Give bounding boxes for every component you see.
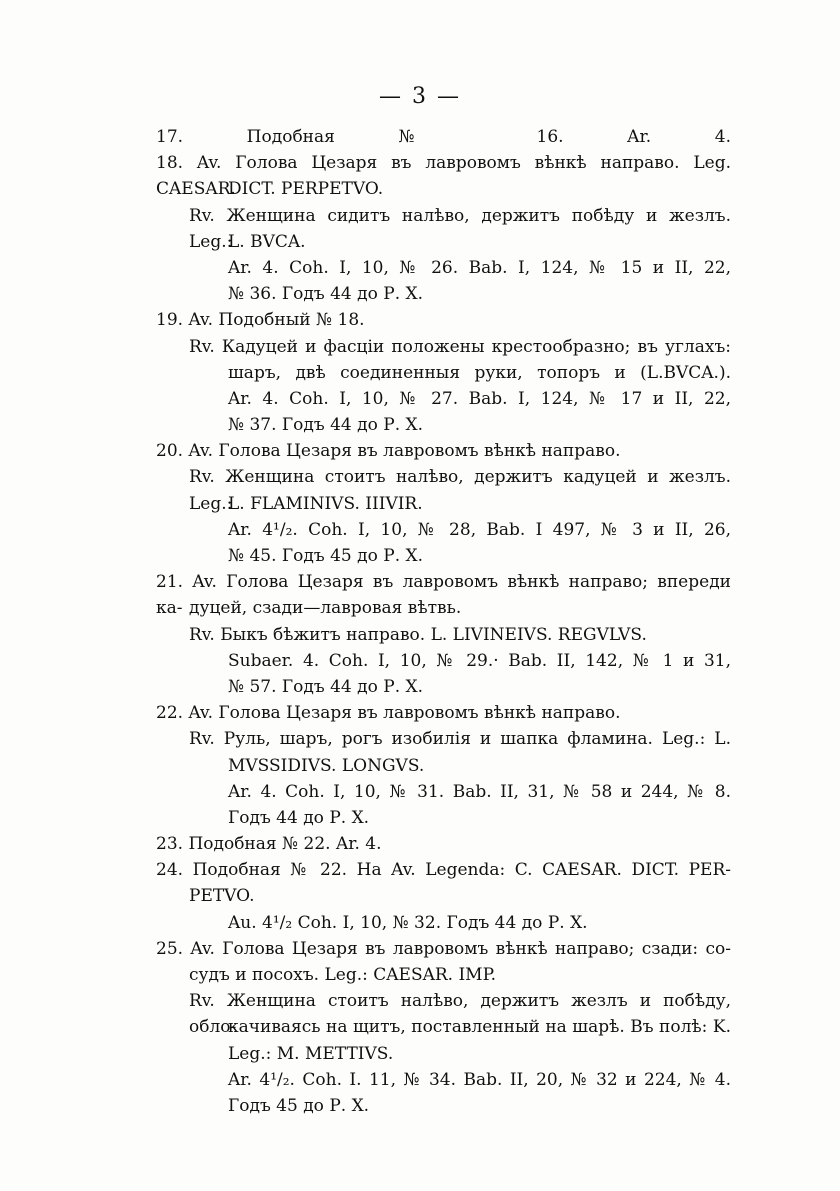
text-line: 18. Av. Голова Цезаря въ лавровомъ вѣнкѣ направо. Leg. CAESAR. — [156, 153, 731, 200]
text-line: 17. Подобная № 16. Ar. 4. — [156, 127, 731, 147]
text-line: Subaer. 4. Coh. I, 10, № 29.· Bab. II, 142, № 1 и 31, — [228, 650, 731, 671]
page-number: — 3 — — [379, 84, 461, 109]
text-line: Rv. Женщина сидитъ налѣво, держитъ побѣду и жезлъ. Leg.: — [189, 205, 731, 252]
catalog-text — [156, 124, 731, 1119]
text-line: 21. Av. Голова Цезаря въ лавровомъ вѣнкѣ направо; впереди ка- — [156, 572, 731, 619]
text-line: L. FLAMINIVS. IIIVIR. — [228, 493, 423, 514]
text-line: № 36. Годъ 44 до Р. Х. — [228, 284, 424, 305]
text-line: 19. Av. Подобный № 18. — [156, 310, 365, 331]
text-line: Ar. 4¹/₂. Coh. I. 11, № 34. Bab. II, 20, № 32 и 224, № 4. — [228, 1069, 731, 1090]
text-line: Rv. Руль, шаръ, рогъ изобилія и шапка фламина. Leg.: L. — [189, 729, 731, 750]
text-line: Ar. 4. Coh. I, 10, № 27. Bab. I, 124, № 17 и II, 22, — [228, 388, 731, 409]
text-line: PETVO. — [189, 886, 255, 907]
text-line: 23. Подобная № 22. Ar. 4. — [156, 834, 382, 855]
text-line: Rv. Кадуцей и фасціи положены крестообразно; въ углахъ: — [189, 336, 731, 357]
text-line: Au. 4¹/₂ Coh. I, 10, № 32. Годъ 44 до Р. Х. — [228, 912, 588, 933]
text-line: Ar. 4. Coh. I, 10, № 26. Bab. I, 124, № 15 и II, 22, — [228, 257, 731, 278]
text-line: Годъ 45 до Р. Х. — [228, 1095, 370, 1116]
text-line: № 37. Годъ 44 до Р. Х. — [228, 415, 424, 436]
text-line: 24. Подобная № 22. На Av. Legenda: C. CAESAR. DICT. PER- — [156, 860, 731, 881]
text-line: Ar. 4. Coh. I, 10, № 31. Bab. II, 31, № 58 и 244, № 8. — [228, 781, 731, 802]
text-line: 22. Av. Голова Цезаря въ лавровомъ вѣнкѣ направо. — [156, 703, 621, 724]
text-line: Rv. Женщина стоитъ налѣво, держитъ кадуцей и жезлъ. Leg.: — [189, 467, 731, 514]
text-line: Годъ 44 до Р. Х. — [228, 807, 370, 828]
text-line: DICT. PERPETVO. — [228, 179, 384, 200]
text-line: дуцей, сзади—лавровая вѣтвь. — [189, 598, 462, 619]
text-line: шаръ, двѣ соединенныя руки, топоръ и (L.BVCA.). — [228, 362, 731, 383]
text-line: № 57. Годъ 44 до Р. Х. — [228, 676, 424, 697]
text-line: Leg.: M. METTIVS. — [228, 1043, 394, 1064]
text-line: Ar. 4¹/₂. Coh. I, 10, № 28, Bab. I 497, № 3 и II, 26, — [228, 519, 731, 540]
text-line: L. BVCA. — [228, 231, 306, 252]
text-line: качиваясь на щитъ, поставленный на шарѣ. Въ полѣ: K. — [228, 1017, 731, 1038]
text-line: 20. Av. Голова Цезаря въ лавровомъ вѣнкѣ направо. — [156, 441, 621, 462]
text-line: Rv. Женщина стоитъ налѣво, держитъ жезлъ и побѣду, обло- — [189, 991, 731, 1038]
text-line: 25. Av. Голова Цезаря въ лавровомъ вѣнкѣ направо; сзади: со- — [156, 938, 731, 959]
text-line: судъ и посохъ. Leg.: CAESAR. IMP. — [189, 965, 496, 985]
text-line: MVSSIDIVS. LONGVS. — [228, 755, 425, 776]
text-line: № 45. Годъ 45 до Р. Х. — [228, 546, 424, 566]
text-line: Rv. Быкъ бѣжитъ направо. L. LIVINEIVS. REGVLVS. — [189, 624, 647, 645]
